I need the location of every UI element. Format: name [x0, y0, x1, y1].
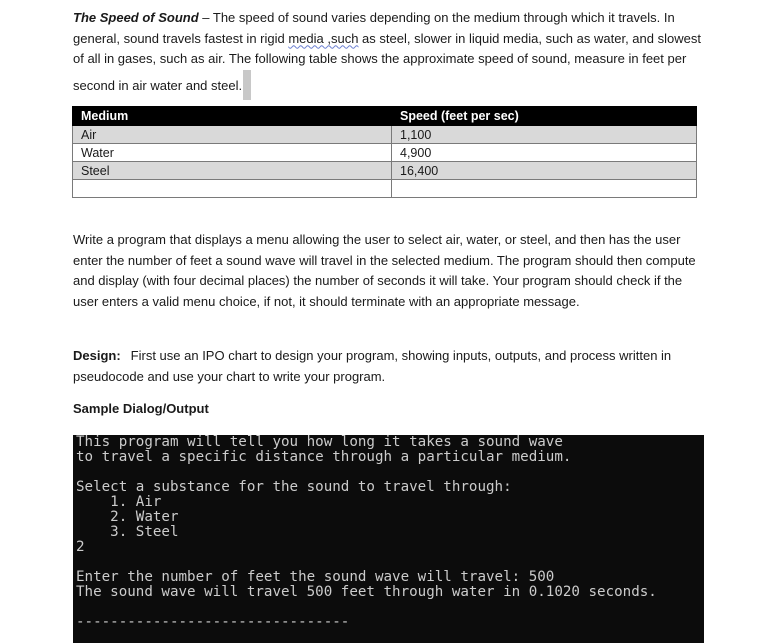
sample-heading: Sample Dialog/Output — [73, 401, 209, 416]
spelling-flag: media ,such — [288, 30, 359, 46]
table-cell-medium: Steel — [73, 162, 392, 180]
table-cell-speed: 1,100 — [392, 126, 697, 144]
console-output — [73, 435, 704, 643]
table-row — [73, 126, 697, 144]
table-cell-speed: 16,400 — [392, 162, 697, 180]
intro-paragraph — [73, 8, 701, 100]
intro-text-1: – The speed of sound varies depending on the medium through which it travels. In general, sound travels fastest in rigid — [73, 10, 675, 46]
console-blank — [76, 555, 704, 570]
design-paragraph — [73, 346, 701, 387]
console-line: Select a substance for the sound to travel through: — [76, 479, 512, 495]
intro-title: The Speed of Sound — [73, 10, 199, 25]
console-user-choice: 2 — [76, 539, 85, 555]
table-row-empty — [73, 180, 697, 198]
console-menu-option: 1. Air — [76, 494, 162, 510]
table-cell-speed — [392, 180, 697, 198]
intro-text-2: as steel, slower in liquid media, such as water, and slowest of all in gases, such as air. The following table shows the approximate speed of sound, measure in feet per second in air water and steel. — [73, 30, 701, 93]
table-cell-medium: Water — [73, 144, 392, 162]
table-cell-speed: 4,900 — [392, 144, 697, 162]
table-row — [73, 144, 697, 162]
console-line: The sound wave will travel 500 feet through water in 0.1020 seconds. — [76, 584, 657, 600]
table-cell-medium: Air — [73, 126, 392, 144]
console-line: Enter the number of feet the sound wave will travel: 500 — [76, 569, 555, 585]
console-menu-option: 2. Water — [76, 509, 179, 525]
console-line: to travel a specific distance through a particular medium. — [76, 449, 572, 465]
design-text: First use an IPO chart to design your program, showing inputs, outputs, and process written in pseudocode and use your chart to write your program. — [73, 348, 672, 384]
console-blank — [76, 465, 704, 480]
text-cursor-marker — [243, 70, 251, 100]
prompt-paragraph: Write a program that displays a menu allowing the user to select air, water, or steel, and then has the user enter the number of feet a sound wave will travel in the selected medium. The program should then compute and display (with four decimal places) the number of seconds it will take. Your program should check if the user enters a valid menu choice, if not, it should terminate with an appropriate message. — [73, 232, 696, 309]
table-header-speed: Speed (feet per sec) — [392, 107, 697, 126]
design-label: Design: — [73, 348, 121, 363]
console-line: This program will tell you how long it takes a sound wave — [76, 435, 563, 450]
console-separator: -------------------------------- — [76, 614, 350, 630]
table-header-row — [73, 107, 697, 126]
speed-table — [72, 106, 697, 198]
table-header-medium: Medium — [73, 107, 392, 126]
table-cell-medium — [73, 180, 392, 198]
console-blank — [76, 600, 704, 615]
table-row — [73, 162, 697, 180]
console-menu-option: 3. Steel — [76, 524, 179, 540]
